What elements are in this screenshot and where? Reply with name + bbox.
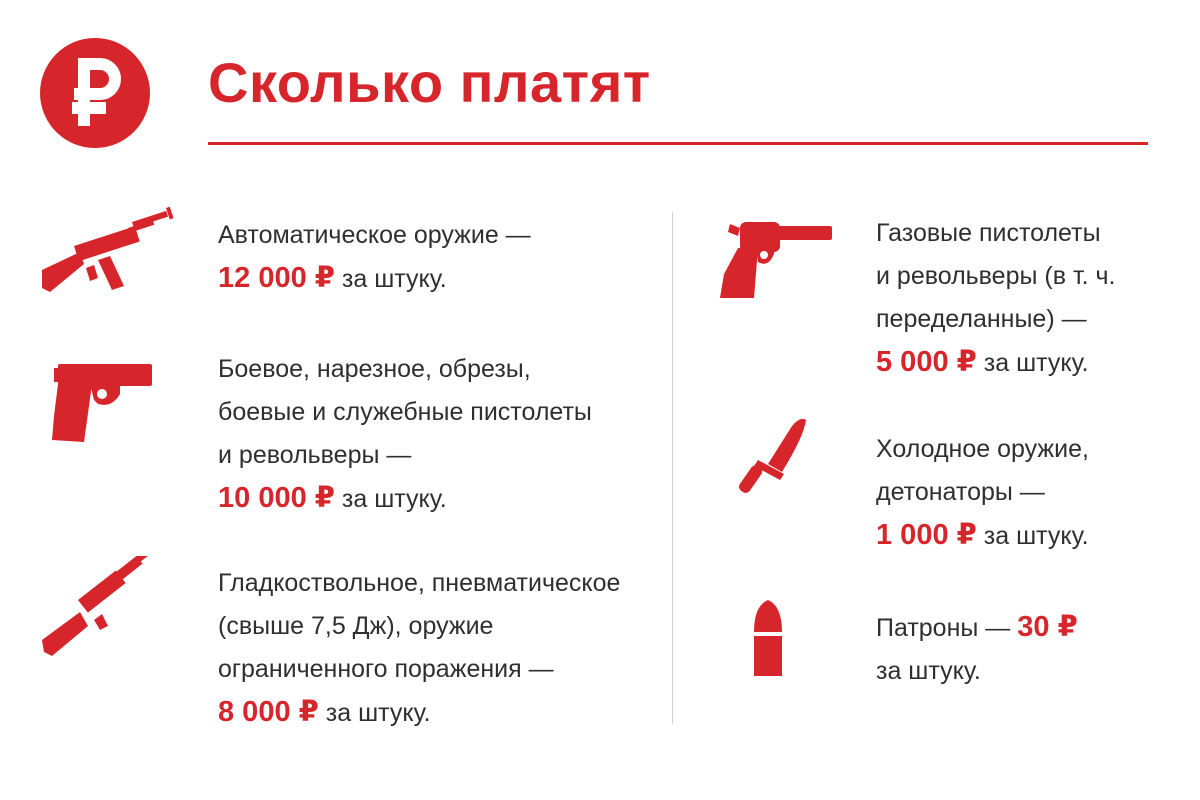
pistol-icon [50, 360, 154, 444]
item-price-suffix: за штуку. [341, 485, 447, 513]
title-underline [208, 142, 1148, 145]
item-cartridges [876, 606, 1176, 693]
item-description-line: боевые и служебные пистолеты [218, 398, 592, 426]
item-combat-weapons [218, 348, 658, 521]
item-description-line: переделанные) — [876, 305, 1087, 333]
item-price: 8 000 ₽ [218, 696, 319, 728]
knife-icon [734, 416, 810, 508]
assault-rifle-icon [40, 202, 180, 297]
item-price: 1 000 ₽ [876, 519, 977, 551]
item-price: 5 000 ₽ [876, 346, 977, 378]
item-price: 30 ₽ [1017, 611, 1078, 643]
column-divider [672, 212, 673, 724]
item-automatic-weapons [218, 214, 658, 301]
item-description-line: Автоматическое оружие — [218, 221, 531, 249]
item-description-line: Газовые пистолеты [876, 219, 1101, 247]
item-description-line: Боевое, нарезное, обрезы, [218, 355, 531, 383]
item-price: 10 000 ₽ [218, 482, 335, 514]
item-smoothbore-weapons [218, 562, 658, 735]
ruble-sign-icon [40, 38, 150, 148]
revolver-icon [716, 218, 834, 300]
page-title: Сколько платят [208, 51, 651, 114]
item-description-line: и револьверы (в т. ч. [876, 262, 1116, 290]
item-price-suffix: за штуку. [983, 522, 1089, 550]
item-price-suffix: за штуку. [983, 349, 1089, 377]
item-description-line: Патроны — [876, 614, 1011, 642]
item-price: 12 000 ₽ [218, 262, 335, 294]
item-description-line: Гладкоствольное, пневматическое [218, 569, 621, 597]
item-price-suffix: за штуку. [341, 265, 447, 293]
item-description-line: (свыше 7,5 Дж), оружие [218, 612, 494, 640]
bullet-icon [748, 598, 788, 678]
item-description-line: и револьверы — [218, 441, 412, 469]
item-description-line: ограниченного поражения — [218, 655, 554, 683]
item-description-line: детонаторы — [876, 478, 1045, 506]
shotgun-icon [40, 556, 160, 660]
item-description-line: Холодное оружие, [876, 435, 1089, 463]
item-price-suffix: за штуку. [325, 699, 431, 727]
item-cold-weapons [876, 428, 1176, 558]
item-price-suffix: за штуку. [876, 657, 981, 685]
item-gas-weapons [876, 212, 1176, 385]
